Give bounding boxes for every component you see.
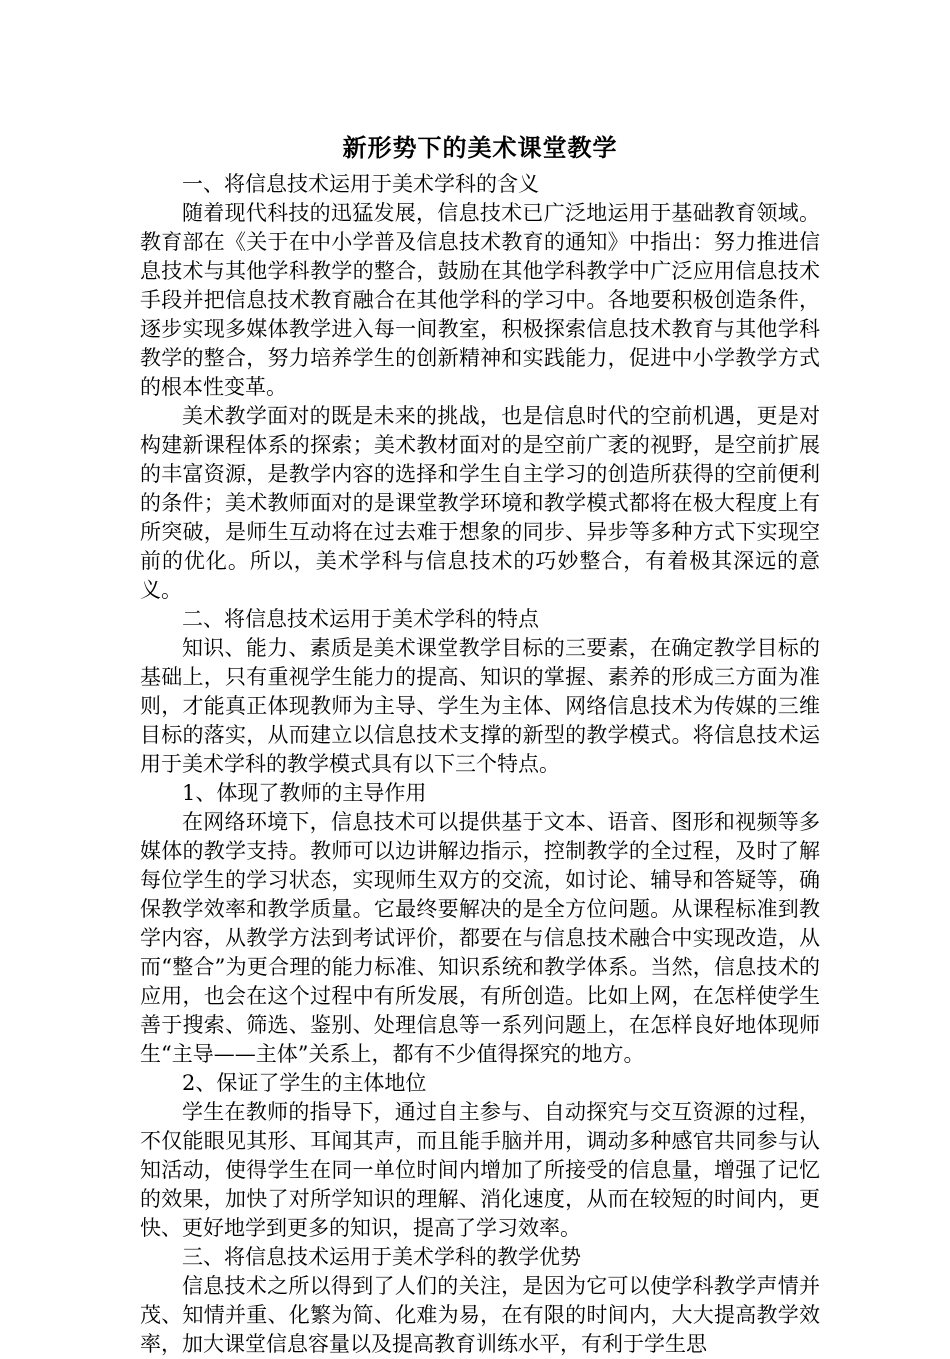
body-paragraph: 学生在教师的指导下，通过自主参与、自动探究与交互资源的过程，不仅能眼见其形、耳闻其声，而且能手脑并用，调动多种感官共同参与认知活动，使得学生在同一单位时间内增加了所接受的信息量，增强了记忆的效果，加快了对所学知识的理解、消化速度，从而在较短的时间内，更快、更好地学到更多的知识，提高了学习效率。 [140, 1100, 820, 1240]
subsection-heading: 1、体现了教师的主导作用 [182, 781, 427, 805]
section-heading: 二、将信息技术运用于美术学科的特点 [182, 607, 539, 631]
section-heading: 三、将信息技术运用于美术学科的教学优势 [182, 1245, 581, 1269]
document-title: 新形势下的美术课堂教学 [342, 133, 618, 162]
section-heading: 一、将信息技术运用于美术学科的含义 [182, 172, 539, 196]
document-page [140, 128, 820, 1359]
body-paragraph: 知识、能力、素质是美术课堂教学目标的三要素，在确定教学目标的基础上，只有重视学生能力的提高、知识的掌握、素养的形成三方面为准则，才能真正体现教师为主导、学生为主体、网络信息技术为传媒的三维目标的落实，从而建立以信息技术支撑的新型的教学模式。将信息技术运用于美术学科的教学模式具有以下三个特点。 [140, 636, 820, 776]
body-paragraph: 信息技术之所以得到了人们的关注，是因为它可以使学科教学声情并茂、知情并重、化繁为简、化难为易，在有限的时间内，大大提高教学效率，加大课堂信息容量以及提高教育训练水平，有利于学生思 [140, 1274, 820, 1356]
body-paragraph: 在网络环境下，信息技术可以提供基于文本、语音、图形和视频等多媒体的教学支持。教师可以边讲解边指示，控制教学的全过程，及时了解每位学生的学习状态，实现师生双方的交流，如讨论、辅导和答疑等，确保教学效率和教学质量。它最终要解决的是全方位问题。从课程标准到教学内容，从教学方法到考试评价，都要在与信息技术融合中实现改造，从而“整合”为更合理的能力标准、知识系统和教学体系。当然，信息技术的应用，也会在这个过程中有所发展，有所创造。比如上网，在怎样使学生善于搜索、筛选、鉴别、处理信息等一系列问题上，在怎样良好地体现师生“主导——主体”关系上，都有不少值得探究的地方。 [140, 810, 820, 1066]
subsection-heading: 2、保证了学生的主体地位 [182, 1071, 427, 1095]
body-paragraph: 美术教学面对的既是未来的挑战，也是信息时代的空前机遇，更是对构建新课程体系的探索；美术教材面对的是空前广袤的视野，是空前扩展的丰富资源，是教学内容的选择和学生自主学习的创造所获得的空前便利的条件；美术教师面对的是课堂教学环境和教学模式都将在极大程度上有所突破，是师生互动将在过去难于想象的同步、异步等多种方式下实现空前的优化。所以，美术学科与信息技术的巧妙整合，有着极其深远的意义。 [140, 404, 820, 602]
body-paragraph: 随着现代科技的迅猛发展，信息技术已广泛地运用于基础教育领域。教育部在《关于在中小学普及信息技术教育的通知》中指出：努力推进信息技术与其他学科教学的整合，鼓励在其他学科教学中广泛应用信息技术手段并把信息技术教育融合在其他学科的学习中。各地要积极创造条件，逐步实现多媒体教学进入每一间教室，积极探索信息技术教育与其他学科教学的整合，努力培养学生的创新精神和实践能力，促进中小学教学方式的根本性变革。 [140, 201, 820, 399]
